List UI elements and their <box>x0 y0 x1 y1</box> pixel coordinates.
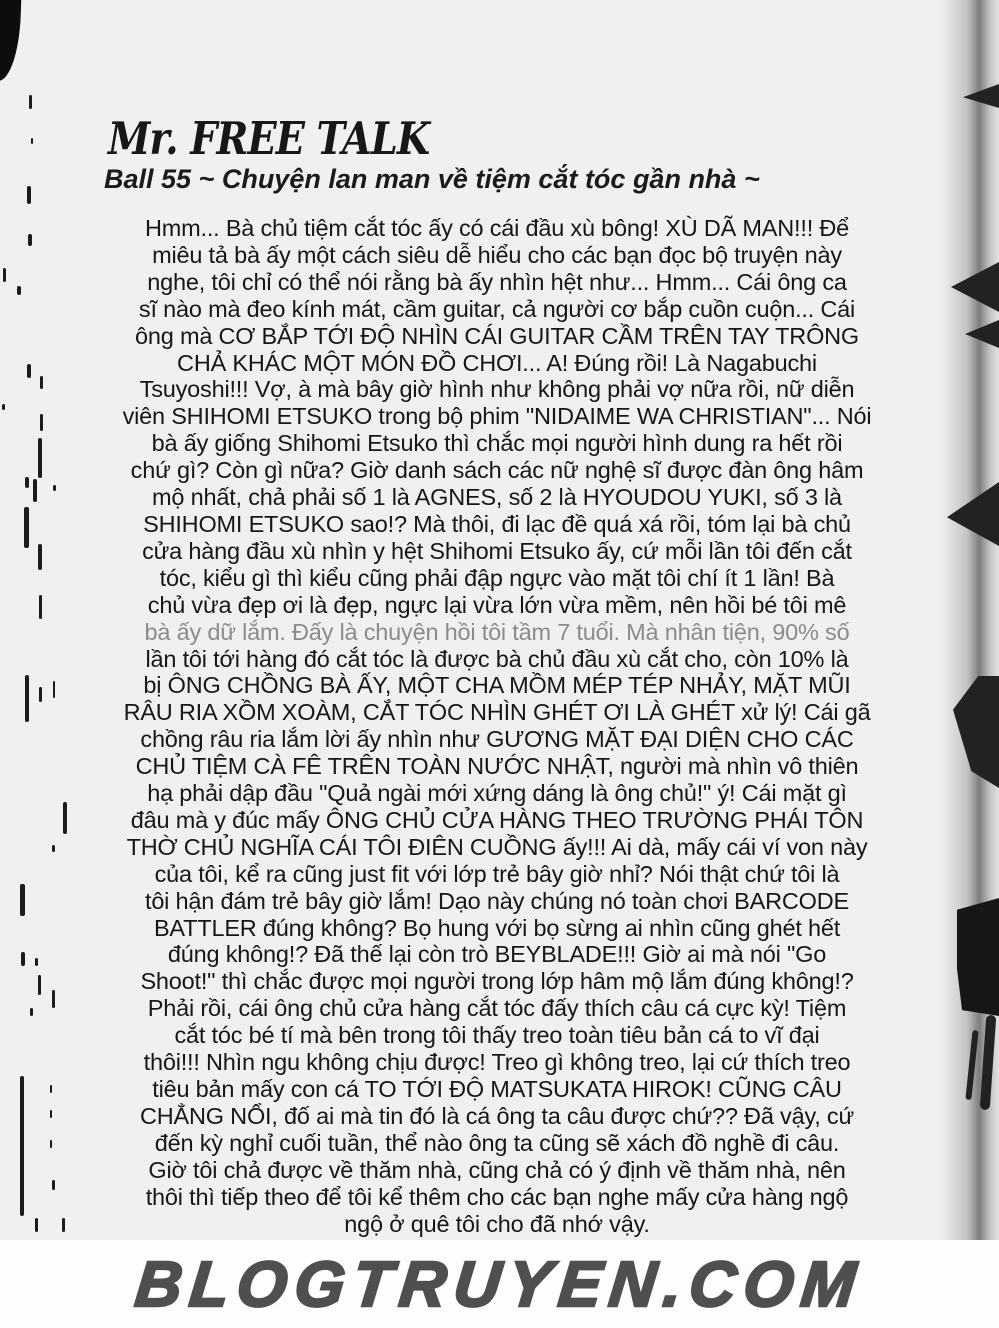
body-line: CHỦ TIỆM CÀ FÊ TRÊN TOÀN NƯỚC NHẬT, người mà nhìn vô thiên <box>135 753 859 780</box>
body-line: thôi thì tiếp theo để tôi kể thêm cho các bạn nghe mấy cửa hàng ngộ <box>145 1183 849 1210</box>
body-line: tóc, kiểu gì thì kiểu cũng phải đập ngực vào mặt tôi chí ít 1 lần! Bà <box>159 564 835 591</box>
body-line: sĩ nào mà đeo kính mát, cầm guitar, cả người cơ bắp cuồn cuộn... Cái <box>138 295 856 322</box>
body-line: chủ vừa đẹp ơi là đẹp, ngực lại vừa lớn vừa mềm, nên hồi bé tôi mê <box>147 591 847 618</box>
body-line: cắt tóc bé tí mà bên trong tôi thấy treo toàn tiêu bản cá to vĩ đại <box>174 1022 820 1049</box>
body-line: miêu tả bà ấy một cách siêu dễ hiểu cho các bạn đọc bộ truyện này <box>152 241 842 268</box>
body-line: THỜ CHỦ NGHĨA CÁI TÔI ĐIÊN CUỒNG ấy!!! Ai dà, mấy cái ví von này <box>126 833 868 860</box>
body-line: hạ phải dập đầu "Quả ngài mới xứng dáng là ông chủ!" ý! Cái mặt gì <box>147 780 847 807</box>
body-line: Hmm... Bà chủ tiệm cắt tóc ấy có cái đầu xù bông! XÙ DÃ MAN!!! Để <box>144 215 850 241</box>
body-line: nghe, tôi chỉ có thể nói rằng bà ấy nhìn hệt như... Hmm... Cái ông ca <box>147 268 847 295</box>
body-line: bà ấy dữ lắm. Đấy là chuyện hồi tôi tầm 7 tuổi. Mà nhân tiện, 90% số <box>144 618 850 645</box>
body-line: đâu mà y đúc mấy ÔNG CHỦ CỬA HÀNG THEO TRƯỜNG PHÁI TÔN <box>130 806 864 833</box>
scan-artifact <box>957 898 999 1016</box>
body-line: Giờ tôi chả được về thăm nhà, cũng chả có ý định về thăm nhà, nên <box>148 1156 846 1183</box>
body-line: ngộ ở quê tôi cho đã nhớ vậy. <box>344 1210 650 1237</box>
body-line: Phải rồi, cái ông chủ cửa hàng cắt tóc đấy thích câu cá cực kỳ! Tiệm <box>147 995 847 1022</box>
body-line: mộ nhất, chả phải số 1 là AGNES, số 2 là HYOUDOU YUKI, số 3 là <box>152 484 842 511</box>
body-line: BATTLER đúng không? Bọ hung với bọ sừng ai nhìn cũng ghét hết <box>153 914 841 941</box>
body-line: tôi hận đám trẻ bây giờ lắm! Dạo này chúng nó toàn chơi BARCODE <box>144 887 849 914</box>
scan-artifact <box>0 0 22 81</box>
body-line: chứ gì? Còn gì nữa? Giờ danh sách các nữ nghệ sĩ được đàn ông hâm <box>130 457 864 484</box>
body-line: chồng râu ria lắm lời ấy nhìn như GƯƠNG MẶT ĐẠI DIỆN CHO CÁC <box>140 726 854 753</box>
body-line: viên SHIHOMI ETSUKO trong bộ phim "NIDAIME WA CHRISTIAN"... Nói <box>122 403 872 430</box>
body-line: đúng không!? Đã thế lại còn trò BEYBLADE!!! Giờ ai mà nói "Go <box>167 941 827 968</box>
body-text <box>55 215 939 1238</box>
body-line: RÂU RIA XỒM XOÀM, CẮT TÓC NHÌN GHÉT ƠI LÀ GHÉT xử lý! Cái gã <box>123 699 871 726</box>
watermark-text: BLOGTRUYEN.COM <box>132 1248 867 1320</box>
body-line: tiêu bản mấy con cá TO TỚI ĐỘ MATSUKATA HIROK! CŨNG CÂU <box>152 1076 842 1102</box>
body-line: đến kỳ nghỉ cuối tuần, thể nào ông ta cũng sẽ xách đồ nghề đi câu. <box>154 1129 840 1156</box>
body-line: CHẢ KHÁC MỘT MÓN ĐỒ CHƠI... A! Đúng rồi! Là Nagabuchi <box>177 349 817 376</box>
body-line: bà ấy giống Shihomi Etsuko thì chắc mọi người hình dung ra hết rồi <box>151 430 843 457</box>
body-line: ông mà CƠ BẮP TỚI ĐỘ NHÌN CÁI GUITAR CẦM TRÊN TAY TRÔNG <box>135 322 859 349</box>
body-line: thôi!!! Nhìn ngu không chịu được! Treo gì không treo, lại cứ thích treo <box>143 1049 851 1076</box>
body-line: CHẲNG NỔI, đố ai mà tin đó là cá ông ta câu được chứ?? Đã vậy, cứ <box>139 1102 854 1129</box>
body-line: bị ÔNG CHỒNG BÀ ẤY, MỘT CHA MỒM MÉP TÉP NHẢY, MẶT MŨI <box>143 672 851 699</box>
page-subtitle: Ball 55 ~ Chuyện lan man về tiệm cắt tóc gần nhà ~ <box>104 164 760 194</box>
body-line: Tsuyoshi!!! Vợ, à mà bây giờ hình như không phải vợ nữa rồi, nữ diễn <box>139 376 855 403</box>
page-title: Mr. FREE TALK <box>108 112 430 165</box>
body-line: SHIHOMI ETSUKO sao!? Mà thôi, đi lạc đề quá xá rồi, tóm lại bà chủ <box>143 510 851 537</box>
body-line: của tôi, kể ra cũng just fit với lớp trẻ bây giờ nhỉ? Nói thật chứ tôi là <box>154 860 840 887</box>
body-line: lần tôi tới hàng đó cắt tóc là được bà chủ đầu xù cắt cho, còn 10% là <box>145 645 849 672</box>
body-line: Shoot!" thì chắc được mọi người trong lớp hâm mộ lắm đúng không!? <box>140 968 854 995</box>
body-line: cửa hàng đầu xù nhìn y hệt Shihomi Etsuko ấy, cứ mỗi lần tôi đến cắt <box>142 537 852 564</box>
